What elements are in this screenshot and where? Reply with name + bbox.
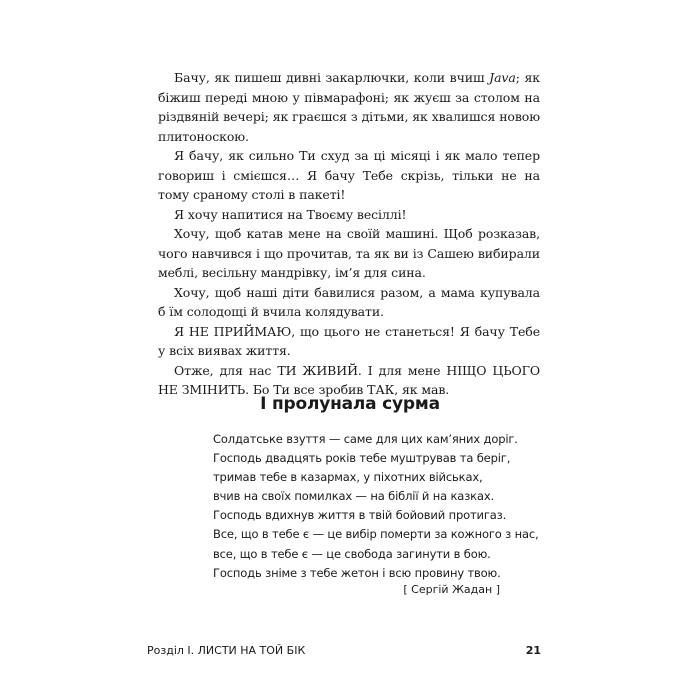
poem-author: [ Сергій Жадан ] <box>403 583 500 596</box>
paragraph: Я хочу напитися на Твоєму весіллі! <box>174 206 407 222</box>
page-number: 21 <box>525 644 541 657</box>
paragraph: Отже, для нас ТИ ЖИВИЙ. І для мене НІЩО ЦЬОГО НЕ ЗМІНИТЬ. Бо Ти все зробив ТАК, як мав. <box>158 362 540 397</box>
poem-line: Солдатське взуття — саме для цих кам’яних доріг. <box>213 432 518 446</box>
paragraph: Я бачу, як сильно Ти схуд за ці місяці і як мало тепер говориш і смієшся… Я бачу Тебе скрізь, тільки не на тому сраному столі в пакеті! <box>158 148 540 202</box>
poem-line: Господь зніме з тебе жетон і всю провину твою. <box>213 565 501 580</box>
poem-title: І пролунала сурма <box>260 394 440 414</box>
poem-line: все, що в тебе є — це свобода загинути в бою. <box>213 546 491 561</box>
poem-line: Господь вдихнув життя в твій бойовий протигаз. <box>213 508 507 523</box>
java-emphasis: Java <box>489 70 516 85</box>
paragraph: Я НЕ ПРИЙМАЮ, що цього не станеться! Я бачу Тебе у всіх виявах життя. <box>158 323 540 358</box>
paragraph: Бачу, як пишеш дивні закарлючки, коли вчиш Java; як біжиш переді мною у півмарафоні; як жуєш за столом на різдвяній вечері; як граєшся з дітьми, як хвалишся новою плитоноскою. <box>158 70 541 144</box>
prose-body <box>158 68 540 400</box>
poem-line: тримав тебе в казармах, у піхотних військах, <box>213 470 483 485</box>
poem-line: Господь двадцять років тебе муштрував та беріг, <box>213 451 511 466</box>
poem-body <box>213 430 539 583</box>
paragraph: Хочу, щоб наші діти бавилися разом, а мама купувала б їм солодощі й вчила колядувати. <box>158 284 540 319</box>
paragraph: Хочу, щоб катав мене на своїй машині. Щоб розказав, чого навчився і що прочитав, та як ви із Сашею вибирали меблі, весільну мандрівку, ім’я для сина. <box>158 226 540 280</box>
chapter-footer: Розділ І. ЛИСТИ НА ТОЙ БІК <box>147 644 306 657</box>
poem-line: вчив на своїх помилках — на біблії й на казках. <box>213 489 495 504</box>
poem-line: Все, що в тебе є — це вибір померти за кожного з нас, <box>213 527 539 542</box>
